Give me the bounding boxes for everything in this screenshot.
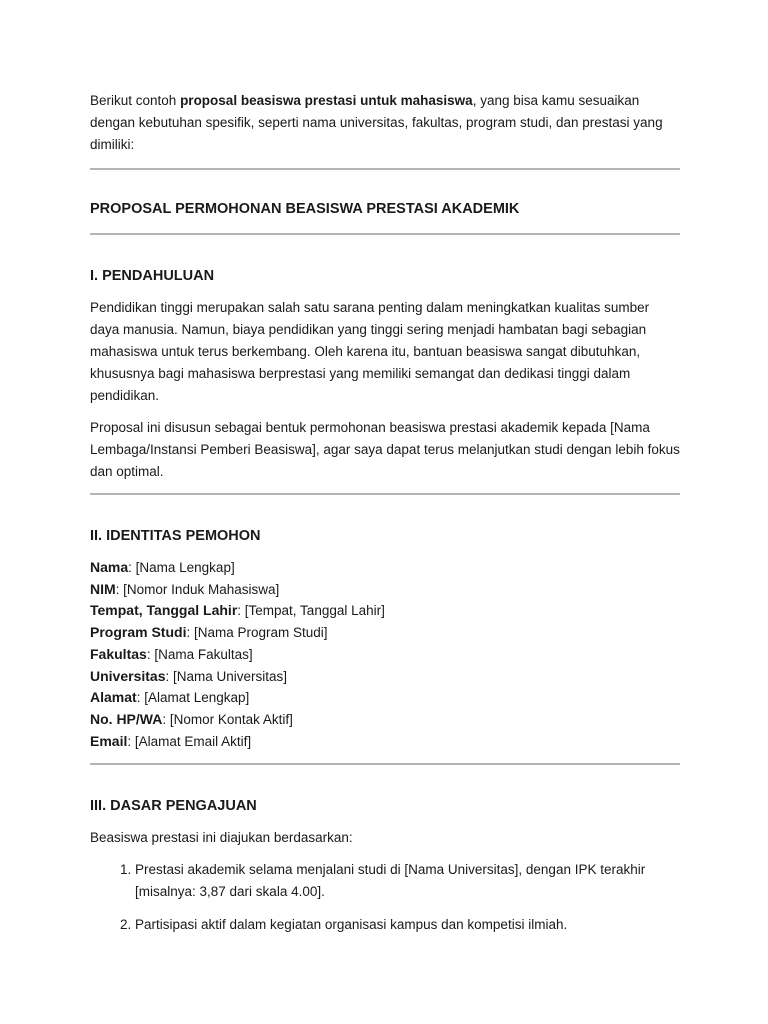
section-heading-dasar-pengajuan: III. DASAR PENGAJUAN xyxy=(90,798,257,815)
identity-field xyxy=(90,557,680,579)
paragraph: Proposal ini disusun sebagai bentuk permohonan beasiswa prestasi akademik kepada [Nama Lembaga/Instansi Pemberi Beasiswa], agar saya dapat terus melanjutkan studi dengan lebih fokus dan optimal. xyxy=(90,420,680,479)
field-label: Alamat xyxy=(90,689,137,706)
paragraph: Pendidikan tinggi merupakan salah satu sarana penting dalam meningkatkan kualitas sumber daya manusia. Namun, biaya pendidikan yang tinggi sering menjadi hambatan bagi sebagian mahasiswa untuk terus berkembang. Oleh karena itu, bantuan beasiswa sangat dibutuhkan, khususnya bagi mahasiswa berprestasi yang memiliki semangat dan dedikasi tinggi dalam pendidikan. xyxy=(90,300,650,403)
field-value: : [Nama Lengkap] xyxy=(128,560,235,575)
field-value: : [Nomor Induk Mahasiswa] xyxy=(115,581,280,597)
section-heading-identitas: II. IDENTITAS PEMOHON xyxy=(90,528,261,544)
field-label: Nama xyxy=(90,559,129,575)
field-value: : [Nomor Kontak Aktif] xyxy=(162,711,293,727)
identity-field xyxy=(90,622,680,644)
field-label: Universitas xyxy=(90,667,166,684)
intro-text-before: Berikut contoh xyxy=(90,93,181,108)
field-label: Program Studi xyxy=(90,624,187,641)
section-heading-pendahuluan: I. PENDAHULUAN xyxy=(90,268,215,284)
divider xyxy=(90,168,680,170)
field-label: Fakultas xyxy=(90,645,147,662)
field-label: Tempat, Tanggal Lahir xyxy=(90,602,238,619)
divider xyxy=(90,493,680,495)
document-content xyxy=(90,90,680,947)
section-lead: Beasiswa prestasi ini diajukan berdasarkan: xyxy=(90,830,353,846)
field-value: : [Nama Program Studi] xyxy=(186,625,328,641)
identity-field xyxy=(90,579,680,601)
field-value: : [Alamat Email Aktif] xyxy=(127,733,252,749)
intro-bold-text: proposal beasiswa prestasi untuk mahasiswa xyxy=(180,93,473,108)
field-value: : [Alamat Lengkap] xyxy=(136,690,250,706)
identity-list xyxy=(90,557,680,752)
identity-field xyxy=(90,644,680,666)
identity-field xyxy=(90,731,680,753)
identity-field xyxy=(90,600,680,622)
field-value: : [Nama Fakultas] xyxy=(146,646,253,662)
field-label: No. HP/WA xyxy=(90,710,163,727)
identity-field xyxy=(90,666,680,688)
field-label: NIM xyxy=(90,580,116,597)
field-value: : [Nama Universitas] xyxy=(165,668,288,684)
list-item: 2. Partisipasi aktif dalam kegiatan organisasi kampus dan kompetisi ilmiah. xyxy=(135,914,680,936)
intro-text-after: , yang bisa kamu sesuaikan dengan kebutuhan spesifik, seperti nama universitas, fakultas, program studi, dan prestasi yang dimiliki: xyxy=(90,93,663,152)
field-label: Email xyxy=(90,732,128,749)
identity-field xyxy=(90,709,680,731)
divider xyxy=(90,233,680,235)
reasons-list xyxy=(90,859,680,936)
divider xyxy=(90,763,680,765)
intro-paragraph xyxy=(90,90,680,156)
identity-field xyxy=(90,687,680,709)
document-title: PROPOSAL PERMOHONAN BEASISWA PRESTASI AKADEMIK xyxy=(90,201,520,217)
list-item: 1. Prestasi akademik selama menjalani studi di [Nama Universitas], dengan IPK terakhir [misalnya: 3,87 dari skala 4.00]. xyxy=(135,859,680,903)
field-value: : [Tempat, Tanggal Lahir] xyxy=(237,603,385,619)
